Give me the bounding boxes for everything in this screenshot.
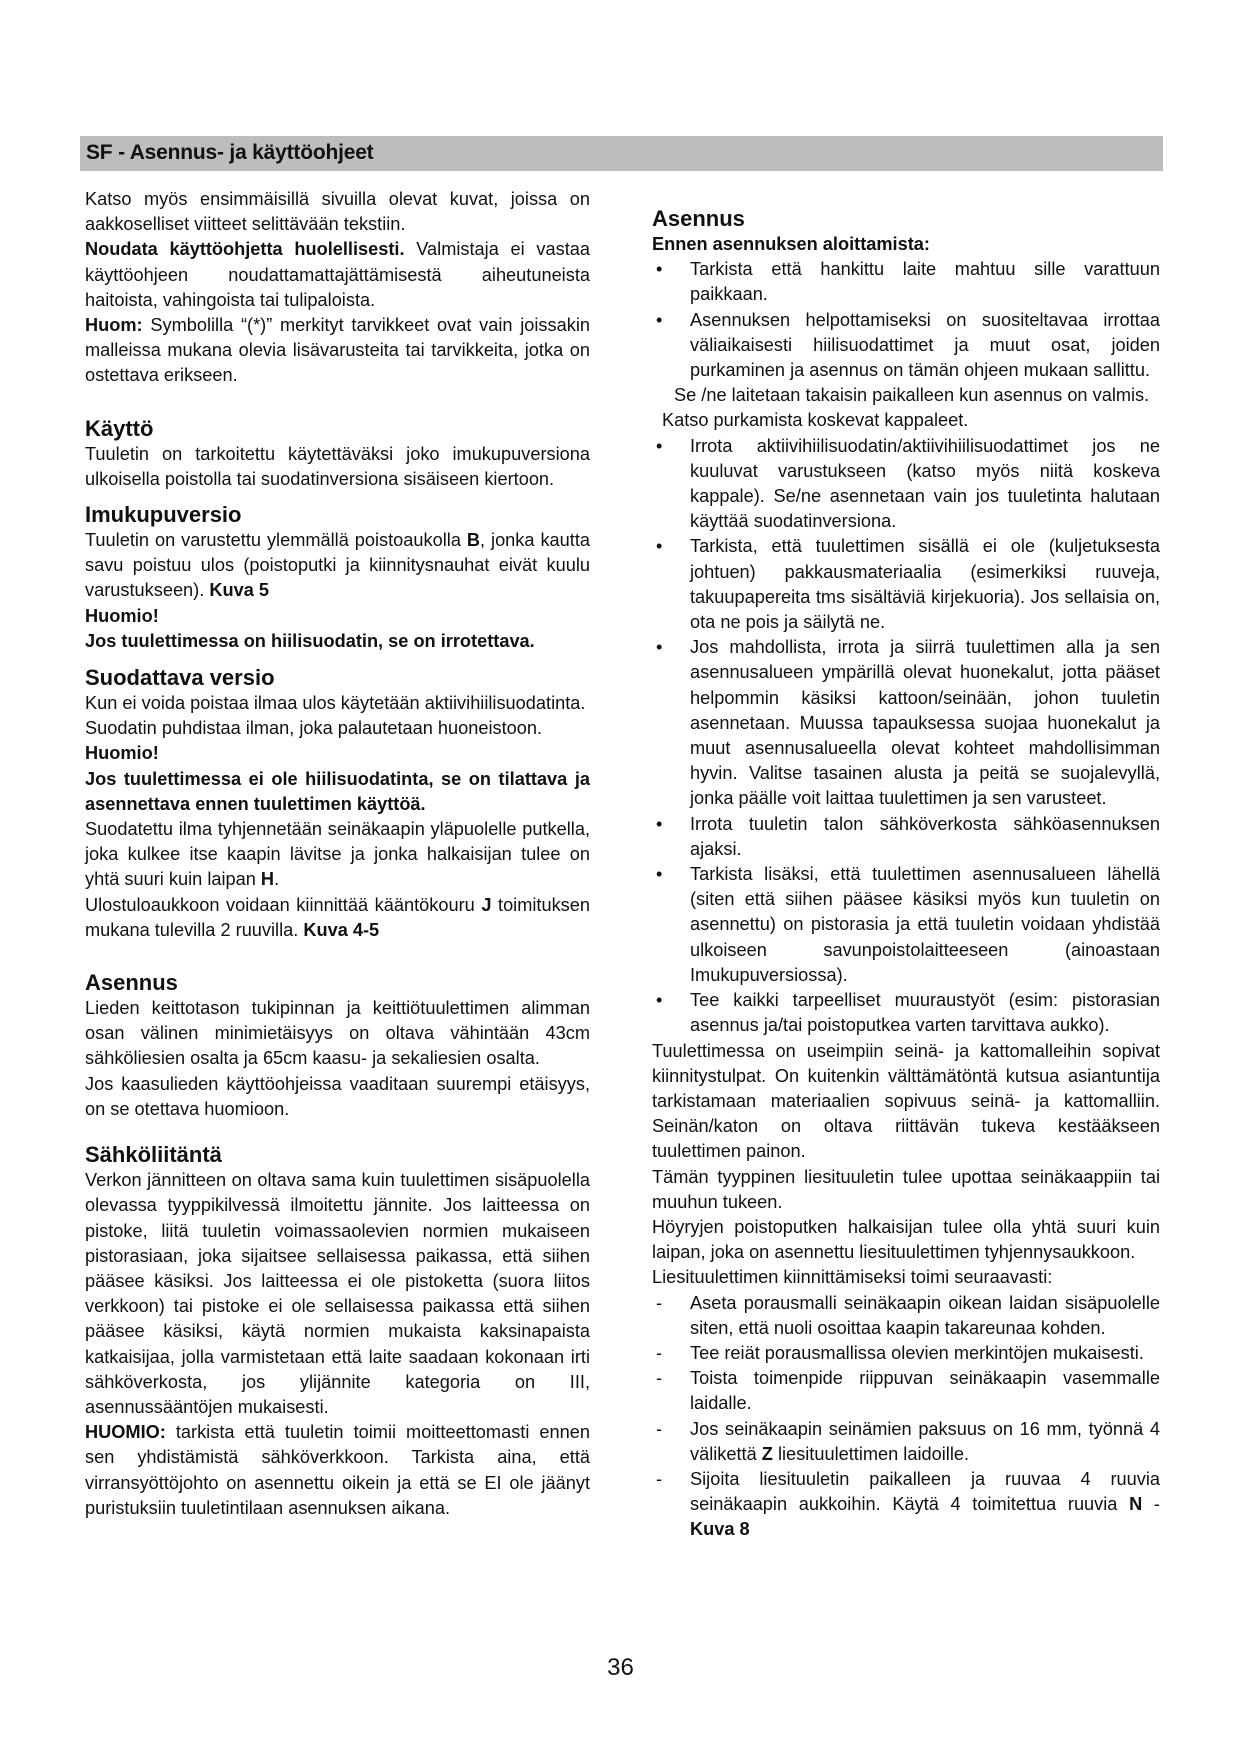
note-label: Huom: (85, 315, 143, 336)
heading-asennus-left: Asennus (85, 970, 178, 996)
heading-kaytto: Käyttö (85, 415, 154, 441)
careful-text: Valmistaja ei vastaa käyttöohjeen noudattamattajättämisestä aiheutuneista haitoista, vahingoista tai tulipaloista. (85, 239, 590, 310)
suod-paragraph-4 (85, 893, 590, 943)
ref-n: N (1129, 1494, 1143, 1515)
suod-ref-j: J (481, 894, 492, 915)
note-text: Symbolilla “(*)” merkityt tarvikkeet ovat vain joissakin malleissa mukana olevia lisävarusteita tai tarvikkeita, jotka on ostettava erikseen. (85, 315, 590, 386)
dash-item (652, 1467, 1160, 1543)
intro-paragraph: Katso myös ensimmäisillä sivuilla olevat kuvat, joissa on aakkoselliset viitteet selittävään tekstiin. (85, 189, 590, 235)
suod-text-4c: toimituksen mukana tulevilla 2 ruuvilla. (85, 894, 591, 940)
right-paragraph-2: Tämän tyyppinen liesituuletin tulee upottaa seinäkaappiin tai muuhun tukeen. (652, 1166, 1160, 1212)
dash-text: Toista toimenpide riippuvan seinäkaapin vasemmalle laidalle. (690, 1368, 1160, 1414)
suod-text-3a: Suodatettu ilma tyhjennetään seinäkaapin yläpuolelle putkella, joka kulkee itse kaapin lävitse ja jonka halkaisijan tulee on yhtä suuri kuin laipan (85, 819, 590, 890)
heading-before-install: Ennen asennuksen aloittamista: (652, 234, 930, 254)
disassembly-note: Katso purkamista koskevat kappaleet. (662, 410, 969, 431)
dash-text-part: Sijoita liesituuletin paikalleen ja ruuvaa 4 ruuvia seinäkaapin aukkoihin. Käytä 4 toimitettua ruuvia (690, 1468, 1160, 1515)
bullet-marker: • (656, 435, 663, 456)
page-number: 36 (607, 1654, 634, 1681)
kaytto-paragraph: Tuuletin on tarkoitettu käytettäväksi joko imukupuversiona ulkoisella poistolla tai suodatinversiona sisäiseen kiertoon. (85, 443, 590, 489)
heading-sahkoliitanta: Sähköliitäntä (85, 1142, 222, 1168)
dash-item (652, 1366, 1160, 1416)
bullet-item (652, 308, 1160, 384)
bullet-continuation: Se /ne laitetaan takaisin paikalleen kun asennus on valmis. (674, 385, 1150, 406)
dash-text (690, 1417, 1160, 1467)
bullet-item (652, 257, 1160, 307)
bullet-text: Tee kaikki tarpeelliset muuraustyöt (esim: pistorasian asennus ja/tai poistoputkea varten tarvittava aukko). (690, 990, 1160, 1036)
bullet-text: Irrota aktiivihiilisuodatin/aktiivihiilisuodattimet jos ne kuuluvat varustukseen (katso myös niitä koskeva kappale). Se/ne asennetaan vain jos tuuletinta halutaan käyttää suodatinversiona. (690, 435, 1160, 532)
dash-marker: - (656, 1342, 663, 1363)
bullet-marker: • (656, 864, 663, 885)
dash-text-part: Jos seinäkaapin seinämien paksuus on 16 mm, työnnä 4 välikettä (690, 1418, 1160, 1464)
suod-line-2: Suodatin puhdistaa ilman, joka palautetaan huoneistoon. (85, 718, 543, 739)
huomio-paragraph (85, 1420, 590, 1521)
suod-line-1: Kun ei voida poistaa ilmaa ulos käytetään aktiivihiilisuodatinta. (85, 693, 586, 714)
bullet-marker: • (656, 990, 663, 1011)
right-paragraph-4: Liesituulettimen kiinnittämiseksi toimi seuraavasti: (652, 1267, 1053, 1288)
suod-ref-h: H (260, 869, 275, 890)
imu-huomio: Huomio! (85, 605, 159, 626)
dash-marker: - (656, 1368, 663, 1389)
dash-text (690, 1467, 1160, 1543)
imu-text-2: , jonka kautta savu poistuu ulos (poistoputki ja kiinnitysnauhat eivät kuulu varustukseen). (85, 530, 591, 601)
note-paragraph (85, 313, 590, 389)
dash-text: Aseta porausmalli seinäkaapin oikean laidan sisäpuolelle siten, että nuoli osoittaa kaapin takareunaa kohden. (690, 1292, 1160, 1338)
bullet-marker: • (656, 259, 663, 280)
left-column (85, 187, 590, 1521)
suod-text-3c: . (274, 869, 280, 890)
bullet-item (652, 635, 1160, 811)
careful-paragraph (85, 237, 590, 313)
imu-ref-b: B (466, 530, 481, 551)
bullet-text: Irrota tuuletin talon sähköverkosta sähköasennuksen ajaksi. (690, 813, 1160, 859)
imu-paragraph (85, 528, 590, 604)
asennus-paragraph-2: Jos kaasulieden käyttöohjeissa vaaditaan suurempi etäisyys, on se otettava huomioon. (85, 1073, 590, 1119)
bullet-item (652, 988, 1160, 1038)
imu-text-1: Tuuletin on varustettu ylemmällä poistoaukolla (85, 530, 467, 551)
dash-text: Tee reiät porausmallissa olevien merkintöjen mukaisesti. (690, 1342, 1144, 1363)
heading-imukupuversio: Imukupuversio (85, 502, 242, 528)
dash-marker: - (656, 1418, 663, 1439)
right-paragraph-1: Tuulettimessa on useimpiin seinä- ja kattomalleihin sopivat kiinnitystulpat. On kuitenkin välttämätöntä kutsua asiantuntija tarkistamaan materiaalien sopivuus seinä- ja kattomalliin. Seinän/katon on oltava riittävän tukeva kestääkseen tuulettimen painon. (652, 1040, 1160, 1162)
bullet-marker: • (656, 813, 663, 834)
section-title: SF - Asennus- ja käyttöohjeet (86, 141, 374, 164)
dash-marker: - (656, 1468, 663, 1489)
dash-marker: - (656, 1292, 663, 1313)
heading-asennus-right: Asennus (652, 206, 745, 231)
bullet-item (652, 812, 1160, 862)
bullet-item (652, 434, 1160, 535)
bullet-text: Tarkista, että tuulettimen sisällä ei ole (kuljetuksesta johtuen) pakkausmateriaalia (esimerkiksi ruuveja, takuupapereita tms sisältäviä kirjekuoria). Jos sellaisia on, ota ne pois ja säilytä ne. (690, 536, 1160, 633)
bullet-text: Tarkista että hankittu laite mahtuu sille varattuun paikkaan. (690, 259, 1160, 305)
right-column (652, 206, 1160, 1543)
heading-suodattava-versio: Suodattava versio (85, 665, 275, 691)
section-header-bar (80, 136, 1163, 171)
suod-warning: Jos tuulettimessa ei ole hiilisuodatinta, se on tilattava ja asennettava ennen tuulettimen käyttöä. (85, 768, 590, 814)
bullet-marker: • (656, 637, 663, 658)
bullet-text: Tarkista lisäksi, että tuulettimen asennusalueen lähellä (siten että siihen pääsee käsiksi myös kun tuuletin on asennettu) on pistorasia ja että tuuletin voidaan yhdistää ulkoiseen savunpoistolaitteeseen (ainoastaan Imukupuversiossa). (690, 864, 1160, 985)
ref-z: Z (761, 1443, 773, 1464)
huomio-label: HUOMIO: (85, 1422, 166, 1443)
bullet-text: Asennuksen helpottamiseksi on suositeltavaa irrottaa väliaikaisesti hiilisuodattimet ja muut osat, joiden purkaminen ja asennus on tämän ohjeen mukaan sallittu. (690, 309, 1160, 381)
sahko-paragraph: Verkon jännitteen on oltava sama kuin tuulettimen sisäpuolella olevassa tyyppikilvessä ilmoitettu jännite. Jos laitteessa on pistoke, liitä tuuletin voimassaolevien normien mukaiseen pistorasiaan, joka sijaitsee sellaisessa paikassa, että siihen pääsee käsiksi. Jos laitteessa ei ole pistoketta (suora liitos verkkoon) tai pistoke ei ole sellaisessa paikassa että siihen pääsee käsiksi, käytä normien mukaista kaksinapaista katkaisijaa, jolla varmistetaan että laite saadaan kokonaan irti sähköverkosta, jos ylijännite kategoria on III, asennussääntöjen mukaisesti. (85, 1170, 590, 1417)
huomio-text: tarkista että tuuletin toimii moitteettomasti ennen sen yhdistämistä sähköverkkoon. Tarkista aina, että virransyöttöjohto on asennettu oikein ja että se EI ole jäänyt puristuksiin tuuletintilaan asennuksen aikana. (85, 1422, 590, 1518)
suod-paragraph-3 (85, 817, 590, 893)
dash-text-part: - (1142, 1494, 1160, 1515)
dash-item (652, 1291, 1160, 1341)
suod-huomio: Huomio! (85, 743, 159, 764)
bullet-marker: • (656, 309, 663, 330)
bullet-item (652, 862, 1160, 988)
figure-ref-kuva-8: Kuva 8 (690, 1519, 750, 1540)
asennus-paragraph-1: Lieden keittotason tukipinnan ja keittiötuulettimen alimman osan välinen minimietäisyys on oltava vähintään 43cm sähköliesien osalta ja 65cm kaasu- ja sekaliesien osalta. (85, 998, 590, 1069)
right-paragraph-3: Höyryjen poistoputken halkaisijan tulee olla yhtä suuri kuin laipan, joka on asennettu liesituulettimen tyhjennysaukkoon. (652, 1216, 1160, 1263)
dash-item (652, 1417, 1160, 1467)
bullet-text: Jos mahdollista, irrota ja siirrä tuulettimen alla ja sen asennusalueen ympärillä olevat huonekalut, jotta pääset helpommin käsiksi kattoon/seinään, johon tuuletin asennetaan. Muussa tapauksessa suojaa huonekalut ja muut asennusalueella olevat kohteet mahdollisimman hyvin. Valitse tasainen alusta ja peitä se suojalevyllä, jonka päälle voit laittaa tuulettimen ja sen varusteet. (690, 637, 1160, 809)
imu-figure-ref: Kuva 5 (209, 580, 269, 601)
imu-warning: Jos tuulettimessa on hiilisuodatin, se on irrotettava. (85, 630, 535, 651)
bullet-marker: • (656, 536, 663, 557)
bullet-item (652, 534, 1160, 635)
dash-text-part: liesituulettimen laidoille. (772, 1443, 970, 1464)
suod-figure-ref: Kuva 4-5 (303, 919, 380, 940)
suod-text-4a: Ulostuloaukkoon voidaan kiinnittää kääntökouru (85, 894, 482, 915)
careful-bold: Noudata käyttöohjetta huolellisesti. (85, 239, 405, 260)
dash-item (652, 1341, 1160, 1366)
